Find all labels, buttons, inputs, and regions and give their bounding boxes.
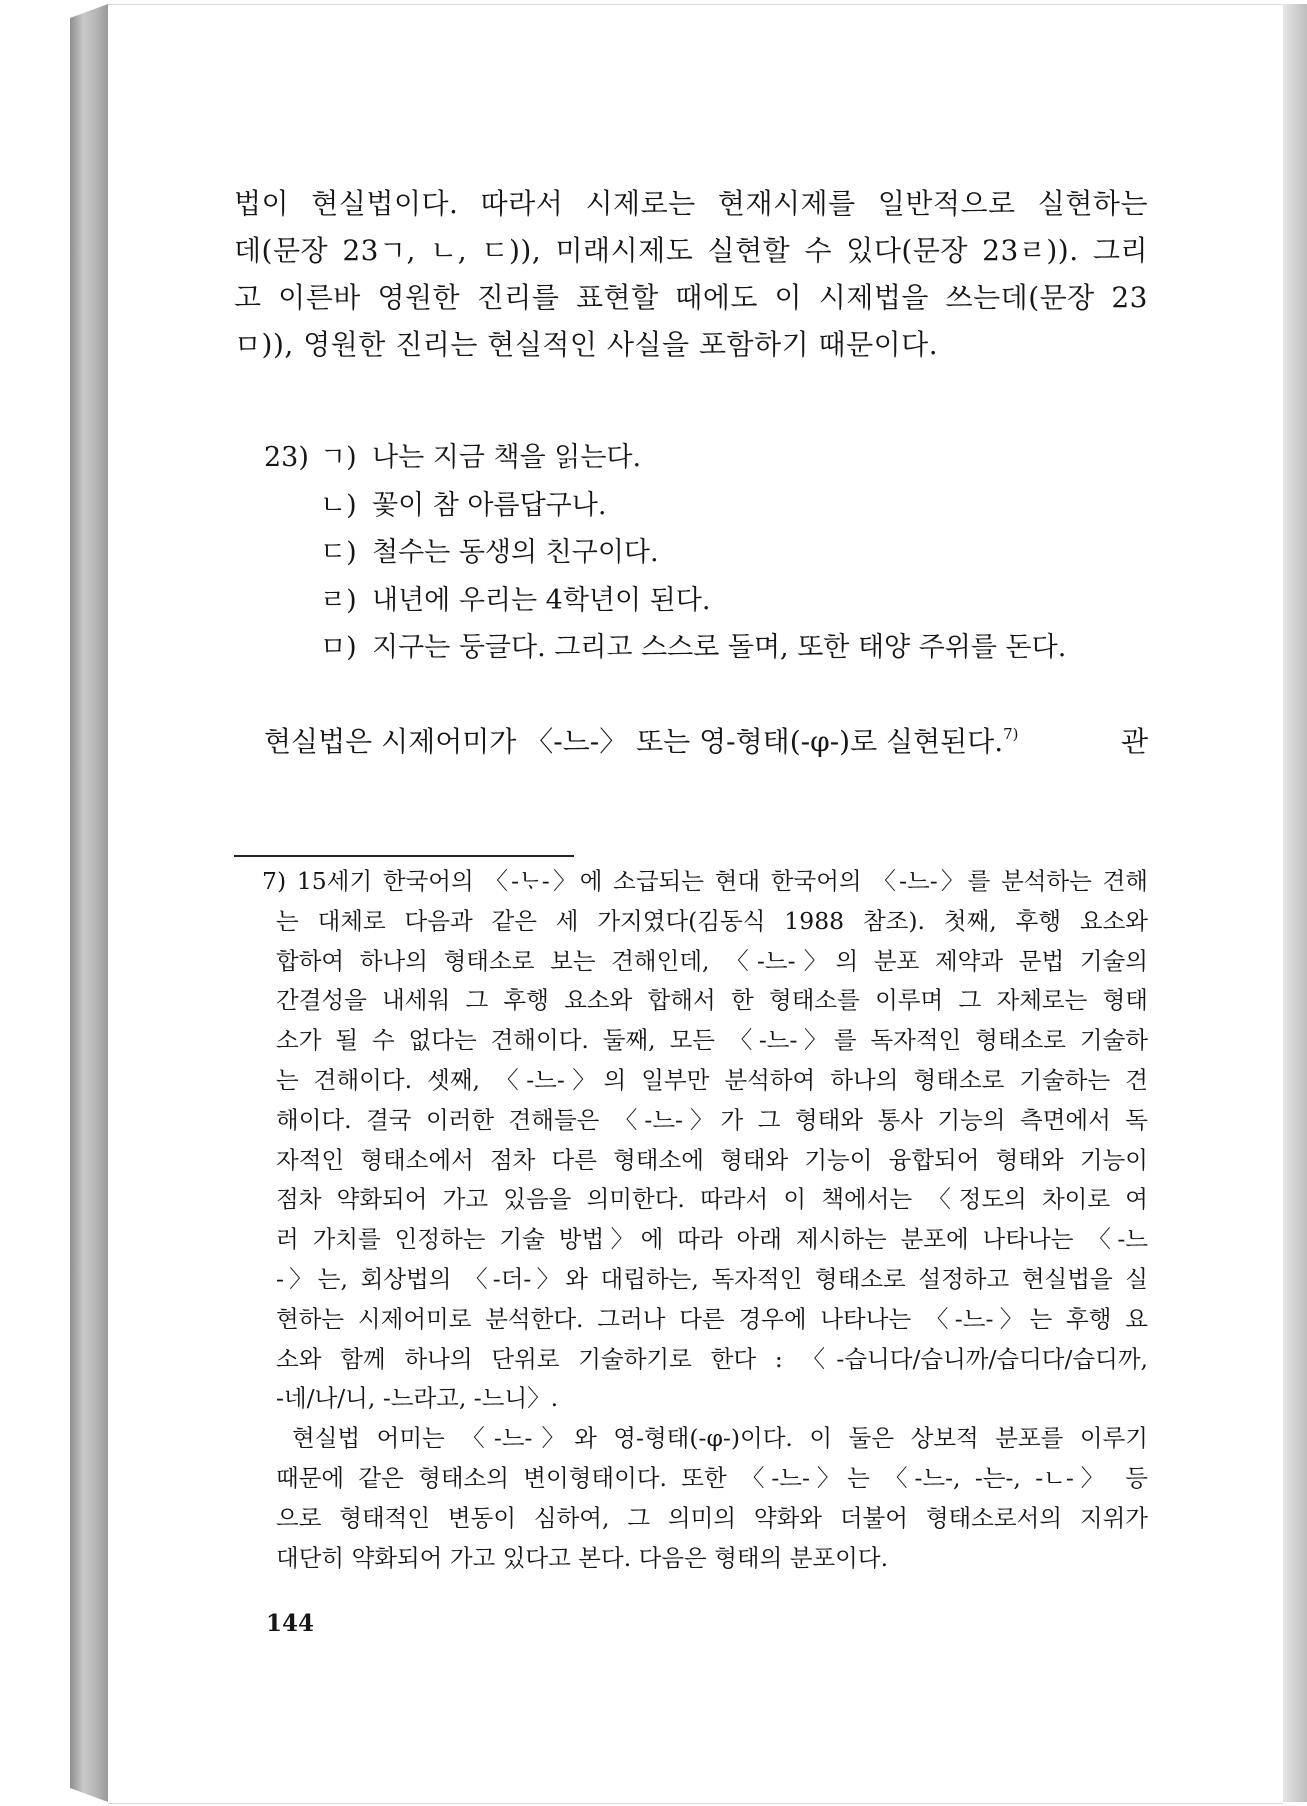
text-line: 고 이른바 영원한 진리를 표현할 때에도 이 시제법을 쓰는데(문장 23 <box>234 281 1148 314</box>
example-item <box>264 624 1066 672</box>
footnote-divider <box>234 855 574 857</box>
example-text: 철수는 동생의 친구이다. <box>372 537 659 568</box>
footnote-line: 소가 될 수 없다는 견해이다. 둘째, 모든 〈-느-〉를 독자적인 형태소로 기술하 <box>276 1026 1148 1055</box>
text-line: ㅁ)), 영원한 진리는 현실적인 사실을 포함하기 때문이다. <box>234 328 939 361</box>
example-item <box>264 577 1066 625</box>
footnote-line: 간결성을 내세워 그 후행 요소와 합해서 한 형태소를 이루며 그 자체로는 형태 <box>276 986 1148 1015</box>
footnote-line: 소와 함께 하나의 단위로 기술하기로 한다 : 〈-습니다/습니까/습디다/습디까, <box>276 1344 1148 1373</box>
footnote-line: 대단히 약화되어 가고 있다고 본다. 다음은 형태의 분포이다. <box>276 1543 889 1572</box>
example-list <box>264 434 1066 672</box>
footnote-line: 는 대체로 다음과 같은 세 가지였다(김동식 1988 참조). 첫째, 후행 요소와 <box>276 906 1148 935</box>
page-edge <box>1283 4 1307 1802</box>
paragraph-text: 현실법은 시제어미가 〈-느-〉 또는 영-형태(-φ-)로 실현된다. <box>264 725 1004 758</box>
footnote-line: 합하여 하나의 형태소로 보는 견해인데, 〈-느-〉의 분포 제약과 문법 기술의 <box>276 946 1148 975</box>
example-text: 꽃이 참 아름답구나. <box>372 489 607 521</box>
footnote-line: 으로 형태적인 변동이 심하여, 그 의미의 약화와 더불어 형태소로서의 지위가 <box>276 1503 1148 1532</box>
example-text: 내년에 우리는 4학년이 된다. <box>372 584 711 616</box>
footnote-line: 자적인 형태소에서 점차 다른 형태소에 형태와 기능이 융합되어 형태와 기능이 <box>276 1145 1148 1174</box>
example-number: 23) <box>264 442 309 473</box>
footnote-line: -네/나/니, -느라고, -느니〉. <box>276 1384 559 1413</box>
footnote-line: 7) 15세기 한국어의 〈-ᄂᆞ-〉에 소급되는 현대 한국어의 〈-느-〉를 분석하는 견해 <box>262 867 1148 895</box>
example-marker: ㅁ) <box>320 632 357 663</box>
text-line: 법이 현실법이다. 따라서 시제로는 현재시제를 일반적으로 실현하는 <box>234 187 1148 220</box>
paragraph-bottom <box>264 720 1148 760</box>
footnote-number: 7) <box>262 867 287 895</box>
footnote <box>262 862 1148 1578</box>
footnote-line: 현실법 어미는 〈-느-〉와 영-형태(-φ-)이다. 이 둘은 상보적 분포를 이루기 <box>292 1424 1148 1453</box>
footnote-line: -〉는, 회상법의 〈-더-〉와 대립하는, 독자적인 형태소로 설정하고 현실법을 실 <box>276 1264 1148 1293</box>
paragraph-tail: 관 <box>1120 725 1148 758</box>
footnote-reference: 7) <box>1003 725 1019 743</box>
book-spine <box>70 4 108 1802</box>
example-marker: ㄴ) <box>320 489 357 521</box>
example-text: 지구는 둥글다. 그리고 스스로 돌며, 또한 태양 주위를 돈다. <box>372 632 1067 663</box>
example-item <box>264 434 1066 482</box>
page-number: 144 <box>266 1610 315 1637</box>
footnote-line: 점차 약화되어 가고 있음을 의미한다. 따라서 이 책에서는 〈정도의 차이로 여 <box>276 1185 1148 1214</box>
example-marker: ㄷ) <box>320 537 357 568</box>
example-marker: ㄱ) <box>320 442 357 473</box>
footnote-line: 해이다. 결국 이러한 견해들은 〈-느-〉가 그 형태와 통사 기능의 측면에서 독 <box>276 1105 1148 1134</box>
footnote-line: 는 견해이다. 셋째, 〈-느-〉의 일부만 분석하여 하나의 형태소로 기술하는 견 <box>276 1065 1148 1094</box>
text-line: 데(문장 23ㄱ, ㄴ, ㄷ)), 미래시제도 실현할 수 있다(문장 23ㄹ)). 그리 <box>234 234 1148 267</box>
footnote-line: 때문에 같은 형태소의 변이형태이다. 또한 〈-느-〉는 〈-느-, -는-, -ㄴ-〉 등 <box>276 1463 1148 1492</box>
example-item <box>264 482 1066 530</box>
example-marker: ㄹ) <box>320 584 357 616</box>
footnote-line: 현하는 시제어미로 분석한다. 그러나 다른 경우에 나타나는 〈-느-〉는 후행 요 <box>276 1304 1148 1333</box>
footnote-line: 러 가치를 인정하는 기술 방법〉에 따라 아래 제시하는 분포에 나타나는 〈-느 <box>276 1225 1148 1254</box>
example-item <box>264 529 1066 577</box>
paragraph-top <box>234 180 1148 368</box>
example-text: 나는 지금 책을 읽는다. <box>372 442 642 473</box>
